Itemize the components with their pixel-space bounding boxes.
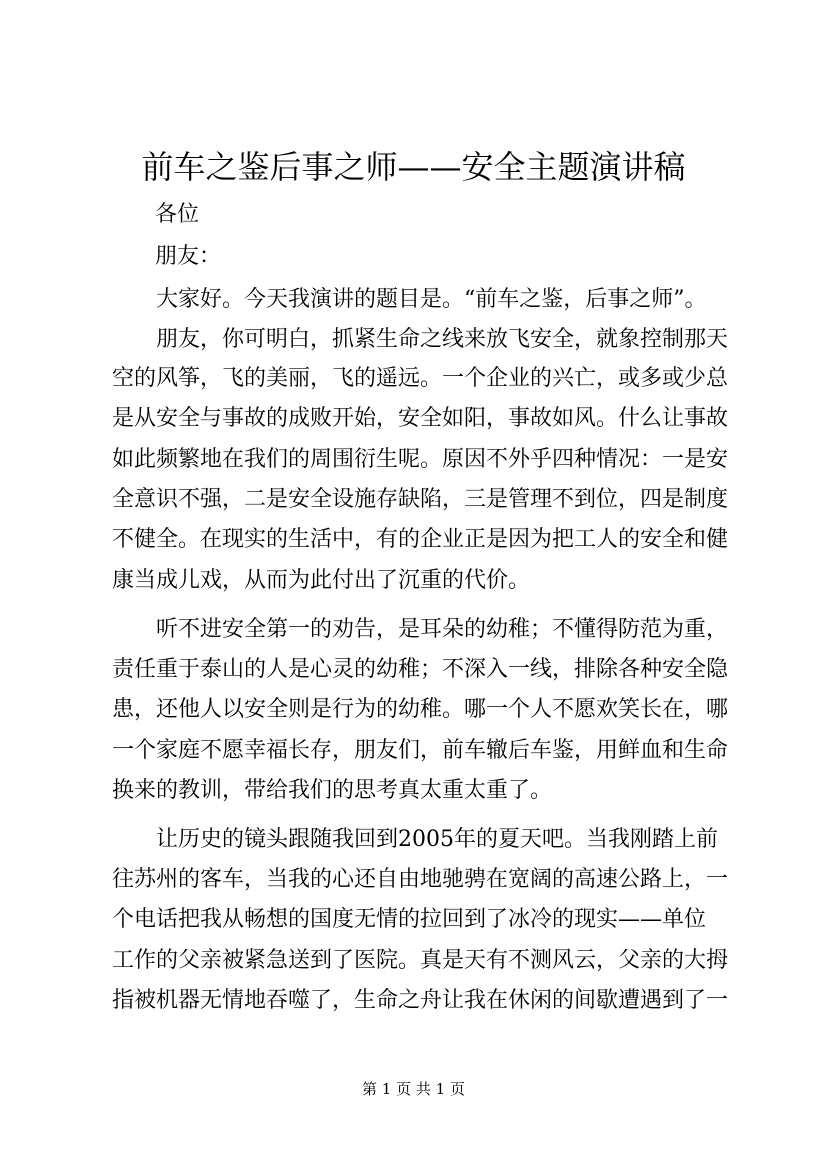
paragraph-line: 是从安全与事故的成败开始，安全如阳，事故如风。什么让事故 xyxy=(112,406,729,431)
paragraph-line: 康当成儿戏，从而为此付出了沉重的代价。 xyxy=(112,568,531,593)
paragraph-line: 不健全。在现实的生活中，有的企业正是因为把工人的安全和健 xyxy=(112,527,729,552)
paragraph-line: 责任重于泰山的人是心灵的幼稚；不深入一线，排除各种安全隐 xyxy=(112,657,729,682)
salutation-line: 各位 xyxy=(155,202,200,227)
page-footer: 第 1 页 共 1 页 xyxy=(362,1080,465,1098)
document-title: 前车之鉴后事之师——安全主题演讲稿 xyxy=(141,148,686,186)
salutation-line: 朋友： xyxy=(155,244,222,269)
paragraph-line: 换来的教训，带给我们的思考真太重太重了。 xyxy=(112,778,553,803)
paragraph-line: 全意识不强，二是安全设施存缺陷，三是管理不到位，四是制度 xyxy=(112,487,729,512)
paragraph-line: 患，还他人以安全则是行为的幼稚。哪一个人不愿欢笑长在，哪 xyxy=(112,697,729,722)
paragraph-line: 空的风筝，飞的美丽，飞的遥远。一个企业的兴亡，或多或少总 xyxy=(112,366,729,391)
paragraph-line: 大家好。今天我演讲的题目是。“前车之鉴，后事之师”。 xyxy=(156,287,707,312)
paragraph-line: 往苏州的客车，当我的心还自由地驰骋在宽阔的高速公路上，一 xyxy=(112,867,729,892)
paragraph-line: 一个家庭不愿幸福长存，朋友们，前车辙后车鉴，用鲜血和生命 xyxy=(112,738,729,763)
paragraph-line: 让历史的镜头跟随我回到2005年的夏天吧。当我刚踏上前 xyxy=(156,827,718,852)
paragraph-line: 听不进安全第一的劝告，是耳朵的幼稚；不懂得防范为重， xyxy=(156,617,729,642)
paragraph-line: 朋友，你可明白，抓紧生命之线来放飞安全，就象控制那天 xyxy=(156,327,729,352)
paragraph-line: 个电话把我从畅想的国度无情的拉回到了冰冷的现实——单位 xyxy=(112,907,707,932)
paragraph-line: 指被机器无情地吞噬了，生命之舟让我在休闲的间歇遭遇到了一 xyxy=(112,988,729,1013)
paragraph-line: 工作的父亲被紧急送到了医院。真是天有不测风云，父亲的大拇 xyxy=(112,948,729,973)
paragraph-line: 如此频繁地在我们的周围衍生呢。原因不外乎四种情况：一是安 xyxy=(112,447,729,472)
